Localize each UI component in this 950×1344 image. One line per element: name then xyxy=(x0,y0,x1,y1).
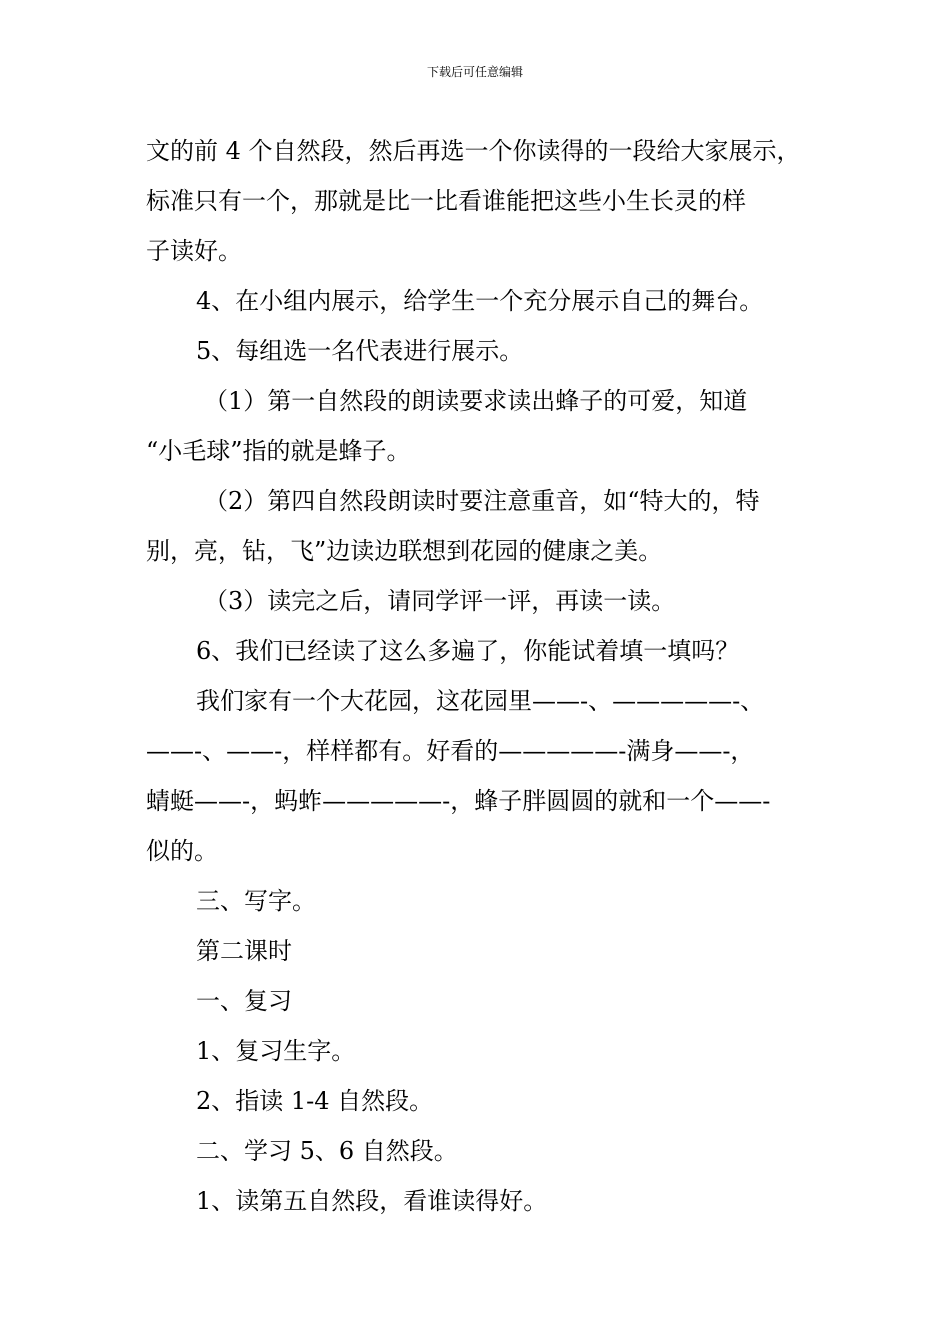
paragraph-line: 6、我们已经读了这么多遍了，你能试着填一填吗？ xyxy=(196,637,740,665)
paragraph-line: 1、复习生字。 xyxy=(196,1037,356,1065)
paragraph-line: 似的。 xyxy=(146,837,218,865)
paragraph-line: 5、每组选一名代表进行展示。 xyxy=(196,337,524,365)
paragraph-line: 1、读第五自然段，看谁读得好。 xyxy=(196,1187,548,1215)
page-header: 下载后可任意编辑 xyxy=(426,65,523,79)
paragraph-line: 三、写字。 xyxy=(196,887,316,915)
paragraph-line: 我们家有一个大花园，这花园里——-、—————-、 xyxy=(196,687,765,715)
paragraph-line: （3）读完之后，请同学评一评，再读一读。 xyxy=(204,587,676,615)
paragraph-line: 标准只有一个，那就是比一比看谁能把这些小生长灵的样 xyxy=(146,187,746,215)
paragraph-line: 第二课时 xyxy=(196,937,292,965)
paragraph-line: 子读好。 xyxy=(146,237,242,265)
paragraph-line: （1）第一自然段的朗读要求读出蜂子的可爱，知道 xyxy=(204,387,748,415)
paragraph-line: （2）第四自然段朗读时要注意重音，如“特大的，特 xyxy=(204,487,760,515)
paragraph-line: 4、在小组内展示，给学生一个充分展示自己的舞台。 xyxy=(196,287,764,315)
paragraph-line: 蜻蜓——-，蚂蚱—————-，蜂子胖圆圆的就和一个——- xyxy=(146,787,771,815)
paragraph-line: ——-、——-，样样都有。好看的—————-满身——-， xyxy=(146,737,755,765)
document-body xyxy=(146,126,816,1226)
paragraph-line: 2、指读 1-4 自然段。 xyxy=(196,1087,434,1115)
paragraph-line: 别，亮，钻，飞”边读边联想到花园的健康之美。 xyxy=(146,537,663,565)
paragraph-line: 一、复习 xyxy=(196,987,292,1015)
paragraph-line: “小毛球”指的就是蜂子。 xyxy=(146,437,411,465)
paragraph-line: 二、学习 5、6 自然段。 xyxy=(196,1137,458,1165)
paragraph-line: 文的前 4 个自然段，然后再选一个你读得的一段给大家展示， xyxy=(146,137,801,165)
